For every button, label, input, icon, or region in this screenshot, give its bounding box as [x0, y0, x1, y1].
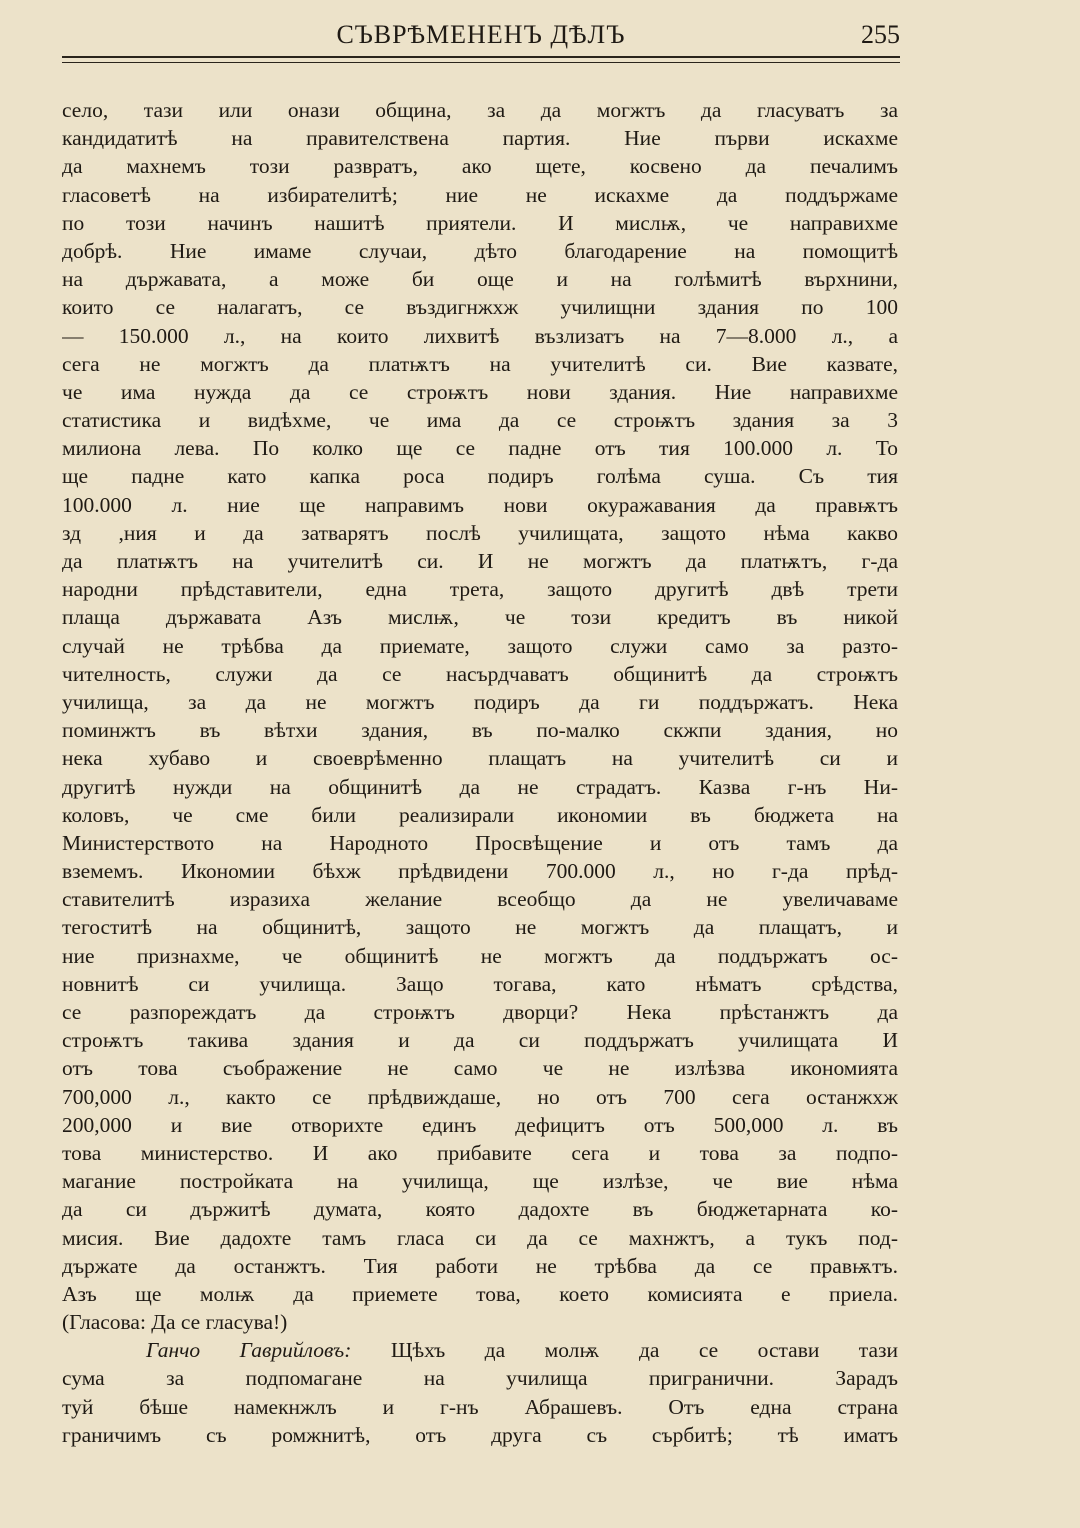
- speaker-line: [62, 1336, 898, 1364]
- page-number: 255: [861, 20, 900, 49]
- text-line: село, тази или онази община, за да могжтъ да гласуватъ за: [62, 98, 898, 122]
- running-title: СЪВРѢМЕНЕНЪ ДѢЛЪ: [336, 20, 626, 49]
- text-line: — 150.000 л., на които лихвитѣ възлизатъ на 7—8.000 л., а: [62, 323, 898, 348]
- text-line: гласоветѣ на избирателитѣ; ние не искахме да поддържаме: [62, 182, 898, 207]
- text-line: граничимъ съ ромжнитѣ, отъ друга съ сърбитѣ; тѣ иматъ: [62, 1422, 898, 1447]
- text-line: тегоститѣ на общинитѣ, защото не могжтъ да плащатъ, и: [62, 915, 898, 940]
- text-line: 200,000 и вие отворихте единъ дефицитъ отъ 500,000 л. въ: [62, 1112, 898, 1137]
- text-line: сума за подпомагане на училища пригранични. Зарадъ: [62, 1366, 898, 1391]
- text-line: 100.000 л. ние ще направимъ нови окуражавания да правѭтъ: [62, 492, 898, 517]
- text-line: Министерството на Народното Просвѣщение и отъ тамъ да: [62, 830, 898, 855]
- text-line: строѭтъ такива здания и да си поддържатъ училищата И: [62, 1028, 898, 1053]
- text-line: ние признахме, че общинитѣ не могжтъ да поддържатъ ос-: [62, 943, 898, 968]
- text-line: статистика и видѣхме, че има да се строѭтъ здания за 3: [62, 408, 898, 433]
- text-line: да си държитѣ думата, която дадохте въ бюджетарната ко-: [62, 1197, 898, 1222]
- interjection-line: (Гласова: Да се гласува!): [62, 1310, 288, 1335]
- text-line: народни прѣдставители, една трета, защото другитѣ двѣ трети: [62, 577, 898, 602]
- page-header: [62, 18, 900, 58]
- body-text: [62, 96, 898, 1449]
- text-line: зд ,ния и да затварятъ послѣ училищата, защото нѣма какво: [62, 520, 898, 545]
- text-line: добрѣ. Ние имаме случаи, дѣто благодарение на помощитѣ: [62, 238, 898, 263]
- text-line: нека хубаво и своеврѣменно плащатъ на учителитѣ си и: [62, 746, 898, 771]
- text-line: се разпореждатъ да строѭтъ дворци? Нека прѣстанжтъ да: [62, 1000, 898, 1024]
- text-line: новнитѣ си училища. Защо тогава, като нѣматъ срѣдства,: [62, 971, 898, 996]
- header-rule-thick: [62, 56, 900, 58]
- text-line: че има нужда да се строѭтъ нови здания. Ние направихме: [62, 379, 898, 404]
- text-line: мисия. Вие дадохте тамъ гласа си да се махнжтъ, а тукъ под-: [62, 1225, 898, 1250]
- text-line: случай не трѣбва да приемате, защото служи само за разто-: [62, 633, 898, 658]
- speaker-name: Ганчо Гаврийловъ:: [146, 1338, 352, 1363]
- text-line: 700,000 л., както се прѣдвиждаше, но отъ 700 сега останжхж: [62, 1084, 898, 1109]
- text-line: коловъ, че сме били реализирали икономии въ бюджета на: [62, 802, 898, 827]
- text-line: държате да останжтъ. Тия работи не трѣбва да се правѭтъ.: [62, 1253, 898, 1278]
- text-line: чителность, служи да се насърдчаватъ общинитѣ да строѭтъ: [62, 661, 898, 686]
- header-rule-thin: [62, 62, 900, 63]
- text-line: милиона лева. По колко ще се падне отъ тия 100.000 л. То: [62, 436, 898, 461]
- text-line: това министерство. И ако прибавите сега и това за подпо-: [62, 1140, 898, 1165]
- text-line: ставителитѣ изразиха желание всеобщо да не увеличаваме: [62, 887, 898, 912]
- text-line: да махнемъ този развратъ, ако щете, косвено да печалимъ: [62, 154, 898, 179]
- text-line: ще падне като капка роса подиръ голѣма суша. Съ тия: [62, 464, 898, 489]
- text-line: по този начинъ нашитѣ приятели. И мислѭ, че направихме: [62, 210, 898, 235]
- text-line: на държавата, а може би още и на голѣмитѣ върхнини,: [62, 267, 898, 292]
- text-line: Азъ ще молѭ да приемете това, което комисията е приела.: [62, 1281, 898, 1306]
- text-line: плаща държавата Азъ мислѭ, че този кредитъ въ никой: [62, 605, 898, 630]
- text-line: училища, за да не могжтъ подиръ да ги поддържатъ. Нека: [62, 689, 898, 714]
- text-line: отъ това съображение не само че не излѣзва икономията: [62, 1056, 898, 1081]
- text-line: които се налагатъ, се въздигнжхж училищни здания по 100: [62, 295, 898, 320]
- text-line: сега не могжтъ да платѭтъ на учителитѣ си. Вие казвате,: [62, 351, 898, 376]
- text-line: магание постройката на училища, ще излѣзе, че вие нѣма: [62, 1169, 898, 1194]
- speaker-first-line: Щѣхъ да молѭ да се остави тази: [390, 1338, 898, 1363]
- text-line: туй бѣше намекнжлъ и г-нъ Абрашевъ. Отъ една страна: [62, 1394, 898, 1419]
- text-line: поминжтъ въ вѣтхи здания, въ по-малко скжпи здания, но: [62, 718, 898, 743]
- text-line: да платѭтъ на учителитѣ си. И не могжтъ да платѭтъ, г-да: [62, 549, 898, 573]
- text-line: вземемъ. Икономии бѣхж прѣдвидени 700.000 л., но г-да прѣд-: [62, 859, 898, 884]
- text-line: кандидатитѣ на правителствена партия. Ние първи искахме: [62, 126, 898, 151]
- text-line: другитѣ нужди на общинитѣ да не страдатъ. Казва г-нъ Ни-: [62, 774, 898, 799]
